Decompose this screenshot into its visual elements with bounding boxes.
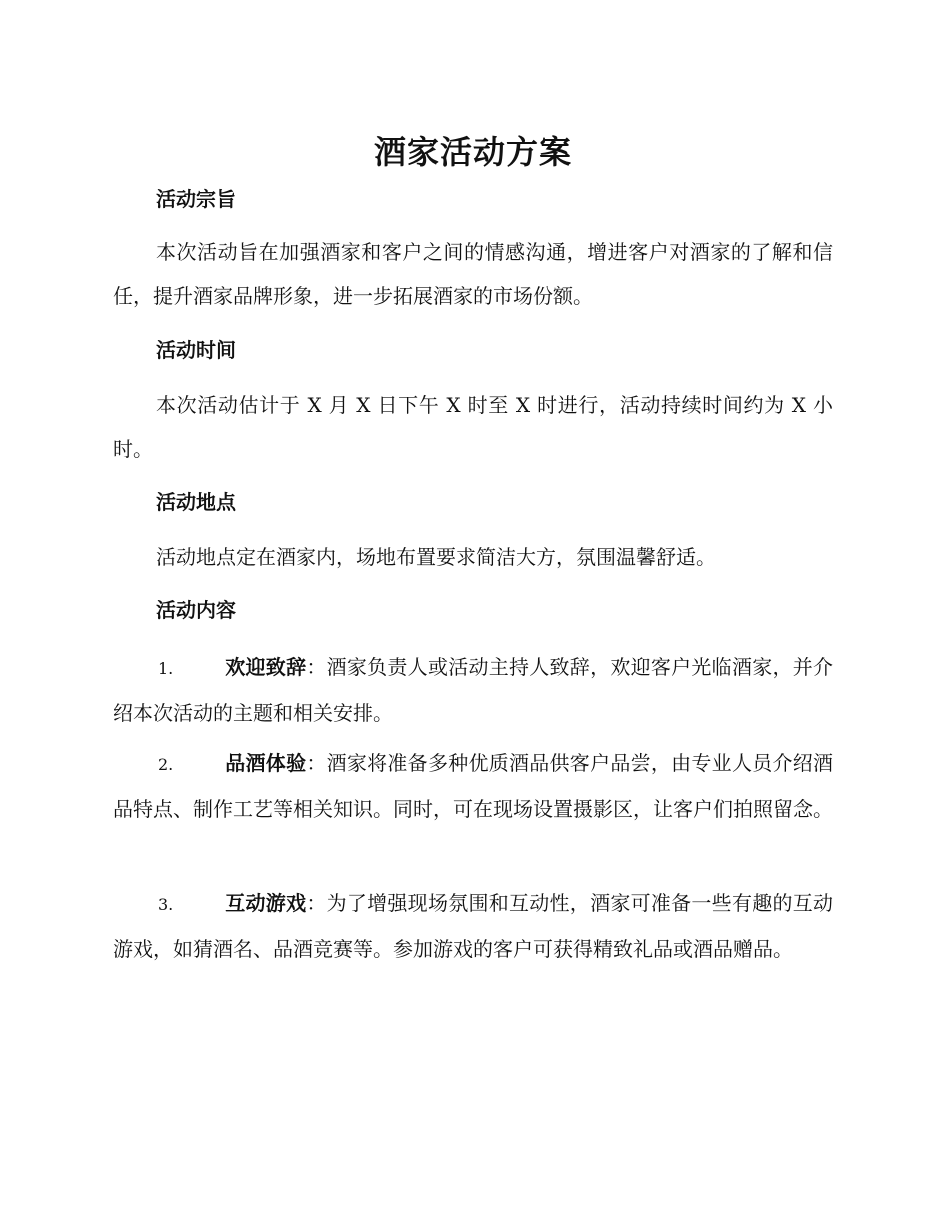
- section-heading-content: 活动内容: [156, 598, 236, 622]
- section-body-time: 本次活动估计于 X 月 X 日下午 X 时至 X 时进行，活动持续时间约为 X 小时。: [113, 393, 833, 461]
- list-item-text: ：酒家将准备多种优质酒品供客户品尝，由专业人员介绍酒品特点、制作工艺等相关知识。同时，可在现场设置摄影区，让客户们拍照留念。: [113, 751, 834, 821]
- section-body-location: 活动地点定在酒家内，场地布置要求简洁大方，氛围温馨舒适。: [156, 545, 716, 569]
- content-list-item: [113, 645, 833, 735]
- list-item-term: 欢迎致辞: [225, 655, 307, 679]
- section-heading-location: 活动地点: [156, 490, 236, 514]
- content-list-item: [113, 881, 833, 971]
- document-title: 酒家活动方案: [373, 133, 572, 171]
- section-heading-time: 活动时间: [156, 338, 236, 362]
- list-item-text: ：为了增强现场氛围和互动性，酒家可准备一些有趣的互动游戏，如猜酒名、品酒竞赛等。参加游戏的客户可获得精致礼品或酒品赠品。: [113, 891, 834, 961]
- list-item-term: 品酒体验: [225, 751, 307, 775]
- list-item-number: 3.: [158, 895, 174, 914]
- list-item-number: 1.: [158, 659, 174, 678]
- list-item-number: 2.: [158, 755, 174, 774]
- section-heading-purpose: 活动宗旨: [156, 187, 236, 211]
- section-body-purpose: 本次活动旨在加强酒家和客户之间的情感沟通，增进客户对酒家的了解和信任，提升酒家品牌形象，进一步拓展酒家的市场份额。: [113, 240, 833, 308]
- content-list-item: [113, 741, 833, 831]
- list-item-text: ：酒家负责人或活动主持人致辞，欢迎客户光临酒家，并介绍本次活动的主题和相关安排。: [113, 655, 834, 725]
- list-item-term: 互动游戏: [225, 891, 307, 915]
